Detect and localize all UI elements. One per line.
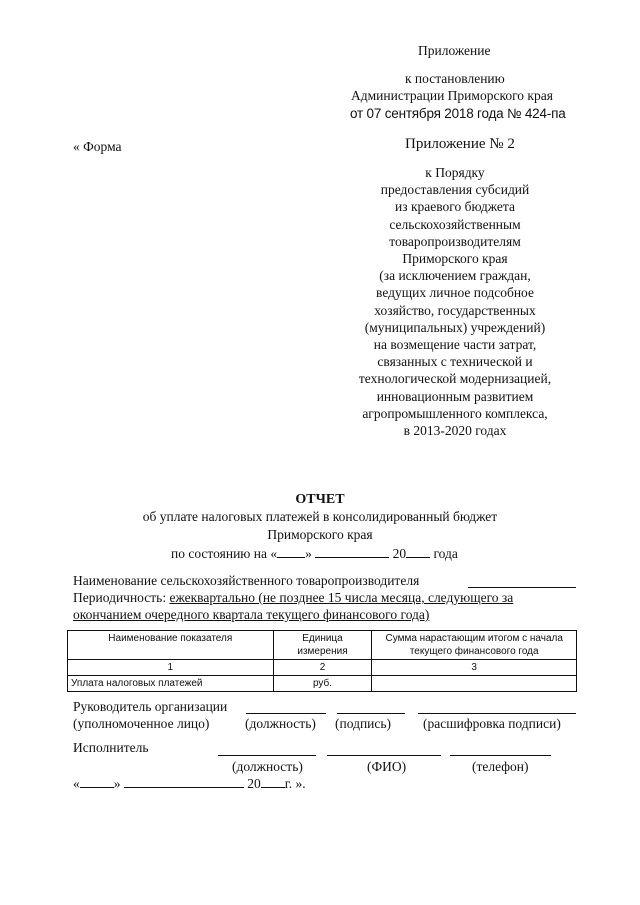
report-title: ОТЧЕТ — [295, 492, 345, 507]
appendix2-line: технологической модернизацией, — [358, 371, 552, 387]
exec-name-caption: (ФИО) — [367, 759, 407, 774]
table-header-row — [68, 631, 577, 660]
appendix2-line: на возмещение части затрат, — [373, 337, 537, 353]
year-blank[interactable] — [406, 545, 430, 558]
report-region: Приморского края — [267, 527, 373, 542]
month-blank[interactable] — [315, 545, 389, 558]
appendix2-description — [330, 164, 580, 439]
appendix2-line: в 2013-2020 годах — [403, 423, 507, 439]
appendix2-line: ведущих личное подсобное — [376, 285, 534, 301]
exec-position-caption: (должность) — [232, 759, 303, 774]
header-sum: Сумма нарастающим итогом с начала текущего финансового года — [372, 631, 577, 660]
cell-sum[interactable] — [372, 676, 577, 692]
appendix2-line: товаропроизводителям — [389, 233, 521, 249]
head-position-line[interactable] — [246, 713, 326, 714]
appendix2-line: к Порядку — [425, 165, 485, 180]
resolution-date-number: от 07 сентября 2018 года № 424-па — [350, 106, 566, 121]
column-number: 3 — [372, 660, 577, 676]
executor-label: Исполнитель — [73, 740, 149, 755]
appendix2-title: Приложение № 2 — [405, 136, 515, 152]
tax-report-table — [67, 630, 577, 692]
sig-year-blank[interactable] — [261, 775, 285, 788]
appendix-heading: Приложение — [418, 43, 491, 58]
sig-day-blank[interactable] — [80, 775, 114, 788]
decode-caption: (расшифровка подписи) — [423, 716, 561, 731]
exec-name-line[interactable] — [327, 755, 441, 756]
cell-indicator: Уплата налоговых платежей — [68, 676, 274, 692]
appendix2-line: (муниципальных) учреждений) — [364, 319, 546, 335]
header-indicator: Наименование показателя — [68, 631, 274, 660]
appendix2-line: сельскохозяйственным — [389, 216, 521, 232]
resolution-ref: к постановлению — [405, 71, 505, 86]
appendix2-line: хозяйство, государственных — [374, 302, 536, 318]
appendix2-line: Приморского края — [402, 251, 508, 267]
column-number: 1 — [68, 660, 274, 676]
authorized-label: (уполномоченное лицо) — [73, 716, 210, 731]
producer-input-line[interactable] — [468, 587, 576, 588]
periodicity-value: ежеквартально (не позднее 15 числа месяца, следующего за — [169, 590, 514, 605]
appendix2-line: (за исключением граждан, — [379, 268, 531, 284]
appendix2-line: агропромышленного комплекса, — [362, 405, 548, 421]
periodicity-value-cont: окончанием очередного квартала текущего финансового года) — [73, 607, 430, 622]
appendix2-line: из краевого бюджета — [395, 199, 515, 215]
producer-label: Наименование сельскохозяйственного товаропроизводителя — [73, 573, 420, 588]
exec-position-line[interactable] — [218, 755, 316, 756]
report-state-date: по состоянию на « » 20 года — [171, 546, 458, 561]
position-caption: (должность) — [245, 716, 316, 731]
header-unit: Единица измерения — [273, 631, 372, 660]
sign-caption: (подпись) — [335, 716, 392, 731]
appendix2-line: инновационным развитием — [376, 388, 534, 404]
exec-phone-line[interactable] — [450, 755, 551, 756]
signature-date: « » 20 г. ». — [73, 776, 306, 791]
table-number-row — [68, 660, 577, 676]
sig-month-blank[interactable] — [124, 775, 244, 788]
administration-ref: Администрации Приморского края — [351, 88, 553, 103]
head-sign-line[interactable] — [337, 713, 405, 714]
day-blank[interactable] — [277, 545, 305, 558]
exec-phone-caption: (телефон) — [472, 759, 529, 774]
form-label: « Форма — [73, 139, 122, 154]
appendix2-line: предоставления субсидий — [380, 182, 530, 198]
column-number: 2 — [273, 660, 372, 676]
head-label: Руководитель организации — [73, 699, 228, 714]
appendix2-line: связанных с технической и — [377, 354, 533, 370]
periodicity-row: Периодичность: ежеквартально (не позднее 15 числа месяца, следующего за — [73, 590, 514, 605]
head-decode-line[interactable] — [418, 713, 576, 714]
cell-unit: руб. — [273, 676, 372, 692]
report-subtitle: об уплате налоговых платежей в консолидированный бюджет — [142, 509, 498, 524]
table-row — [68, 676, 577, 692]
